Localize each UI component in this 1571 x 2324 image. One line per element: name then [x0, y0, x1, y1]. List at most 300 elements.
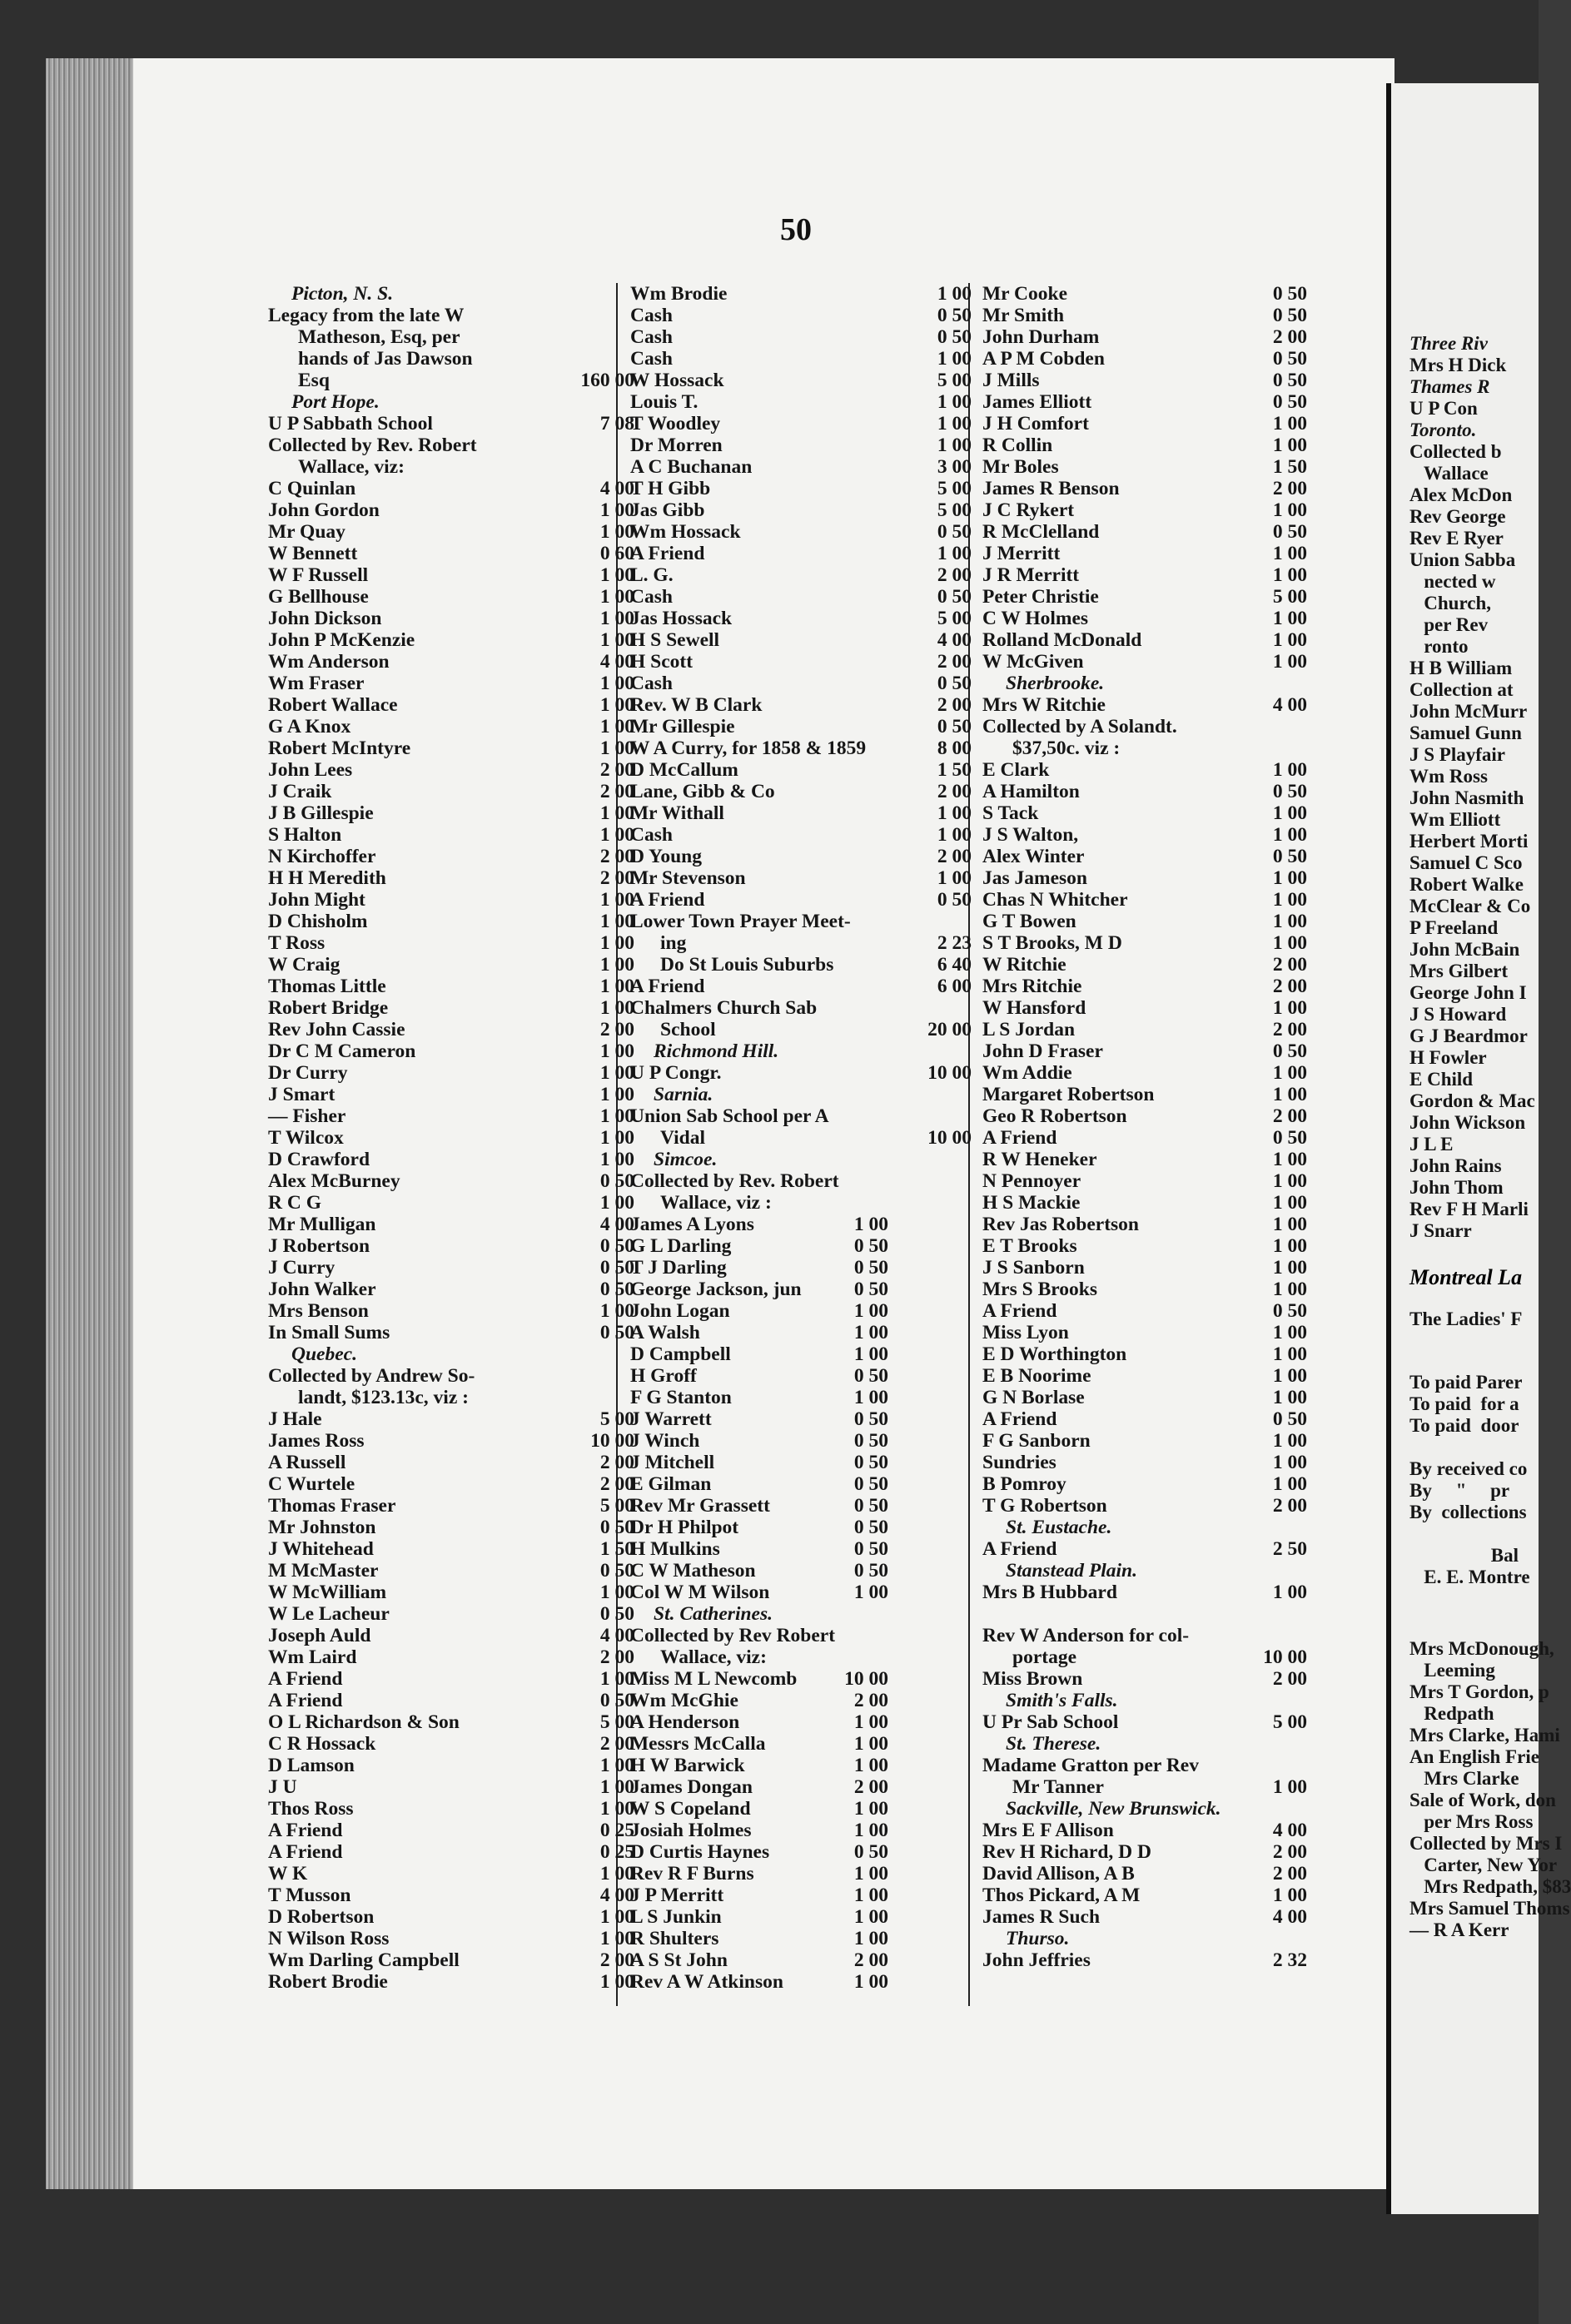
amount: 6 00 [937, 976, 972, 997]
contributor-name: Rev Mr Grassett [630, 1495, 770, 1517]
amount: 0 50 [937, 889, 972, 911]
amount: 2 00 [1272, 976, 1307, 997]
amount: 0 50 [599, 1257, 634, 1279]
contributor-name: Sundries [982, 1452, 1056, 1473]
contributor-name: J Winch [630, 1430, 700, 1452]
amount: 1 00 [1272, 564, 1307, 586]
facing-page-line: E Child [1409, 1069, 1474, 1090]
contributor-name: Mr Boles [982, 456, 1059, 478]
amount: 1 00 [853, 1214, 888, 1235]
amount: 1 00 [599, 1798, 634, 1820]
contributor-name: John D Fraser [982, 1040, 1103, 1062]
place-name: Sarnia. [654, 1084, 713, 1105]
entry-row [982, 370, 1315, 391]
contributor-name: U Pr Sab School [982, 1711, 1119, 1733]
contributor-name: Rolland McDonald [982, 629, 1142, 651]
amount: 0 50 [853, 1495, 888, 1517]
facing-page-line: McClear & Co [1409, 896, 1531, 916]
contributor-name: Collected by Rev. Robert [268, 435, 477, 456]
amount: 10 00 [1263, 1646, 1307, 1668]
contributor-name: T Wilcox [268, 1127, 344, 1149]
amount: 4 00 [599, 651, 634, 673]
facing-page-accounts [1391, 1372, 1539, 1588]
contributor-name: Robert Wallace [268, 694, 398, 716]
amount: 1 00 [599, 521, 634, 543]
amount: 1 00 [1272, 1582, 1307, 1603]
entry-row [630, 478, 972, 499]
entry-row [982, 1863, 1315, 1885]
amount: 1 00 [1272, 1365, 1307, 1387]
amount: 1 00 [1272, 1170, 1307, 1192]
amount: 1 00 [1272, 1387, 1307, 1408]
amount: 1 00 [937, 413, 972, 435]
amount: 0 50 [853, 1473, 888, 1495]
contributor-name: A C Buchanan [630, 456, 753, 478]
entry-row [630, 1733, 963, 1755]
place-heading [982, 1560, 1315, 1582]
contributor-name: Wm Anderson [268, 651, 390, 673]
amount: 2 00 [599, 781, 634, 802]
contributor-name: Dr Curry [268, 1062, 348, 1084]
contributor-name: J Craik [268, 781, 332, 802]
entry-row [630, 1668, 963, 1690]
contributor-name: Cash [630, 348, 673, 370]
entry-row [630, 694, 972, 716]
amount: 1 00 [599, 1105, 634, 1127]
entry-row [268, 1733, 634, 1755]
amount: 1 00 [599, 1127, 634, 1149]
amount: 5 00 [599, 1495, 634, 1517]
amount: 1 00 [1272, 867, 1307, 889]
facing-page-line: Redpath [1409, 1703, 1494, 1724]
contributor-name: U P Congr. [630, 1062, 722, 1084]
contributor-name: In Small Sums [268, 1322, 390, 1343]
entry-row [982, 1603, 1315, 1625]
contributor-name: N Pennoyer [982, 1170, 1081, 1192]
contributor-name: John P McKenzie [268, 629, 415, 651]
amount: 1 00 [853, 1582, 888, 1603]
amount: 1 00 [599, 997, 634, 1019]
contributor-name: Alex Winter [982, 846, 1085, 867]
entry-row [982, 1949, 1315, 1971]
amount: 1 00 [1272, 413, 1307, 435]
entry-row [268, 1885, 634, 1906]
amount: 1 00 [599, 824, 634, 846]
entry-row [630, 846, 972, 867]
contributor-name: Jas Gibb [630, 499, 705, 521]
facing-page-line: J Snarr [1409, 1220, 1472, 1241]
contributor-name: R C G [268, 1192, 321, 1214]
entry-row [982, 911, 1315, 932]
facing-page-line: Rev E Ryer [1409, 528, 1504, 549]
amount: 1 00 [853, 1343, 888, 1365]
entry-row [268, 435, 601, 456]
amount: 2 00 [599, 1949, 634, 1971]
entry-row [982, 1711, 1315, 1733]
entry-row [268, 716, 634, 737]
entry-row [630, 1646, 963, 1668]
contributor-name: S Halton [268, 824, 342, 846]
entry-row [982, 1430, 1315, 1452]
facing-page-line: John Wickson [1409, 1112, 1526, 1133]
contributor-name: S Tack [982, 802, 1039, 824]
amount: 0 50 [599, 1517, 634, 1538]
contributor-name: Jas Jameson [982, 867, 1087, 889]
facing-page-line: Collected b [1409, 441, 1502, 462]
facing-page-line: Collected by Mrs I [1409, 1833, 1563, 1854]
entry-row [268, 1322, 634, 1343]
amount: 0 50 [1272, 305, 1307, 326]
facing-page-line: Mrs Gilbert [1409, 961, 1509, 981]
facing-page-line: Mrs Redpath, $83 [1409, 1876, 1571, 1897]
contributor-name: John Might [268, 889, 365, 911]
entry-row [268, 1149, 634, 1170]
entry-row [268, 1084, 634, 1105]
contributor-name: J Curry [268, 1257, 336, 1279]
contributor-name: A Walsh [630, 1322, 700, 1343]
amount: 2 00 [937, 651, 972, 673]
entry-row [268, 1495, 634, 1517]
facing-page-subheading: The Ladies' F [1409, 1308, 1523, 1329]
entry-row [268, 1603, 634, 1625]
contributor-name: Mr Tanner [1012, 1776, 1104, 1798]
amount: 1 00 [1272, 889, 1307, 911]
entry-row [982, 716, 1315, 737]
contributor-name: R Shulters [630, 1928, 719, 1949]
entry-row [982, 521, 1315, 543]
contributor-name: J Mills [982, 370, 1040, 391]
facing-page-line: By collections [1409, 1502, 1527, 1522]
entry-row [982, 1668, 1315, 1690]
entry-row [982, 651, 1315, 673]
facing-page-line: Collection at [1409, 679, 1514, 700]
entry-row [630, 1062, 972, 1084]
entry-row [982, 586, 1315, 608]
contributor-name: S T Brooks, M D [982, 932, 1122, 954]
entry-row [268, 1105, 634, 1127]
facing-page-line: H Fowler [1409, 1047, 1487, 1068]
contributor-name: Louis T. [630, 391, 698, 413]
amount: 5 00 [937, 370, 972, 391]
entry-row [982, 608, 1315, 629]
contributor-name: J B Gillespie [268, 802, 374, 824]
place-name: Richmond Hill. [654, 1040, 779, 1062]
amount: 1 00 [853, 1885, 888, 1906]
entry-row [982, 283, 1315, 305]
contributor-name: Mr Withall [630, 802, 724, 824]
contributor-name: Margaret Robertson [982, 1084, 1155, 1105]
contributor-name: $37,50c. viz : [1012, 737, 1121, 759]
contributor-name: Miss Brown [982, 1668, 1083, 1690]
contributor-name: Rev H Richard, D D [982, 1841, 1151, 1863]
contributor-name: Mr Mulligan [268, 1214, 376, 1235]
entry-row [268, 1928, 634, 1949]
amount: 1 00 [599, 1668, 634, 1690]
amount: 2 00 [1272, 1019, 1307, 1040]
amount: 0 50 [1272, 391, 1307, 413]
entry-row [630, 1300, 963, 1322]
contributor-name: T Ross [268, 932, 326, 954]
contributor-name: W Hansford [982, 997, 1086, 1019]
amount: 2 00 [853, 1949, 888, 1971]
contributor-name: T H Gibb [630, 478, 711, 499]
amount: 5 00 [599, 1711, 634, 1733]
entry-row [630, 1408, 963, 1430]
contributor-name: J Merritt [982, 543, 1061, 564]
facing-page-line: Bal [1409, 1545, 1519, 1566]
entry-row [630, 932, 972, 954]
contributor-name: Mrs W Ritchie [982, 694, 1106, 716]
contributor-name: Mrs B Hubbard [982, 1582, 1117, 1603]
contributor-name: Rev John Cassie [268, 1019, 405, 1040]
amount: 1 50 [937, 759, 972, 781]
amount: 1 00 [599, 802, 634, 824]
entry-row [268, 1668, 634, 1690]
entry-row [982, 1322, 1315, 1343]
facing-page-line: By received co [1409, 1458, 1528, 1479]
entry-row [982, 1646, 1315, 1668]
entry-row [982, 1170, 1315, 1192]
entry-row [268, 1538, 634, 1560]
amount: 4 00 [937, 629, 972, 651]
contributor-name: D Crawford [268, 1149, 370, 1170]
contributor-name: J S Sanborn [982, 1257, 1085, 1279]
entry-row [630, 1820, 963, 1841]
amount: 1 00 [1272, 824, 1307, 846]
entry-row [268, 1062, 634, 1084]
entry-row [630, 391, 972, 413]
amount: 2 00 [599, 1452, 634, 1473]
entry-row [268, 1387, 601, 1408]
amount: 0 50 [1272, 781, 1307, 802]
entry-row [268, 521, 634, 543]
entry-row [982, 305, 1315, 326]
entry-row [982, 1625, 1315, 1646]
amount: 5 00 [937, 499, 972, 521]
amount: 5 00 [937, 478, 972, 499]
entry-row [982, 348, 1315, 370]
amount: 1 00 [1272, 1084, 1307, 1105]
entry-row [630, 305, 972, 326]
contributor-name: Wm Fraser [268, 673, 365, 694]
entry-row [630, 1430, 963, 1452]
entry-row [630, 1949, 963, 1971]
entry-row [630, 802, 972, 824]
contributor-name: Wm Brodie [630, 283, 728, 305]
amount: 2 32 [1272, 1949, 1307, 1971]
facing-page-line: Robert Walke [1409, 874, 1524, 895]
contributor-name: A Friend [982, 1538, 1057, 1560]
place-heading [268, 283, 601, 305]
entry-row [982, 737, 1315, 759]
contributor-name: C W Holmes [982, 608, 1089, 629]
facing-page-line: G J Beardmor [1409, 1025, 1528, 1046]
contributor-name: J H Comfort [982, 413, 1089, 435]
amount: 0 25 [599, 1841, 634, 1863]
entry-row [630, 1452, 963, 1473]
amount: 1 00 [1272, 802, 1307, 824]
contributor-name: James A Lyons [630, 1214, 754, 1235]
entry-row [630, 1214, 963, 1235]
entry-row [630, 435, 972, 456]
entry-row [982, 1452, 1315, 1473]
amount: 1 00 [599, 1040, 634, 1062]
contributor-name: Wallace, viz : [660, 1192, 772, 1214]
amount: 1 00 [937, 283, 972, 305]
amount: 0 50 [937, 716, 972, 737]
contributor-name: U P Sabbath School [268, 413, 433, 435]
amount: 1 00 [1272, 932, 1307, 954]
facing-page-line: — R A Kerr [1409, 1919, 1509, 1940]
entry-row [630, 1127, 972, 1149]
contributor-name: W Hossack [630, 370, 724, 391]
amount: 1 00 [853, 1820, 888, 1841]
contributor-name: Geo R Robertson [982, 1105, 1127, 1127]
entry-row [982, 997, 1315, 1019]
contributor-name: A Friend [982, 1408, 1057, 1430]
amount: 10 00 [927, 1062, 972, 1084]
entry-row [268, 348, 601, 370]
place-name: St. Catherines. [654, 1603, 773, 1625]
amount: 0 50 [599, 1235, 634, 1257]
contributor-name: L S Jordan [982, 1019, 1076, 1040]
contributor-name: D Chisholm [268, 911, 368, 932]
contributor-name: landt, $123.13c, viz : [298, 1387, 469, 1408]
contributor-name: Miss M L Newcomb [630, 1668, 798, 1690]
amount: 1 00 [937, 824, 972, 846]
contributor-name: portage [1012, 1646, 1077, 1668]
contributor-name: G N Borlase [982, 1387, 1085, 1408]
contributor-name: John Logan [630, 1300, 730, 1322]
amount: 5 00 [1272, 1711, 1307, 1733]
entry-row [630, 976, 972, 997]
contributor-name: Dr C M Cameron [268, 1040, 416, 1062]
facing-page-line: Wm Ross [1409, 766, 1488, 787]
entry-row [982, 824, 1315, 846]
facing-page-line: Church, [1409, 593, 1491, 613]
amount: 2 00 [1272, 1495, 1307, 1517]
contributor-name: Collected by Rev. Robert [630, 1170, 839, 1192]
facing-page-line: Herbert Morti [1409, 831, 1529, 852]
contributor-name: C W Matheson [630, 1560, 756, 1582]
amount: 0 50 [853, 1408, 888, 1430]
entry-row [982, 1776, 1315, 1798]
entry-row [268, 586, 634, 608]
contributor-name: Legacy from the late W [268, 305, 465, 326]
entry-row [630, 1582, 963, 1603]
contributor-name: Josiah Holmes [630, 1820, 752, 1841]
facing-page-line: Rev George [1409, 506, 1506, 527]
contributor-name: Cash [630, 326, 673, 348]
amount: 1 00 [1272, 1430, 1307, 1452]
entry-row [982, 499, 1315, 521]
entry-row [268, 629, 634, 651]
contributor-name: Robert McIntyre [268, 737, 411, 759]
entry-row [982, 1473, 1315, 1495]
contributor-name: B Pomroy [982, 1473, 1066, 1495]
amount: 1 00 [599, 954, 634, 976]
facing-page-line: Toronto. [1409, 420, 1477, 440]
entry-row [982, 932, 1315, 954]
contributor-name: Thos Pickard, A M [982, 1885, 1141, 1906]
amount: 2 00 [937, 846, 972, 867]
contributor-name: T J Darling [630, 1257, 727, 1279]
contributor-name: Alex McBurney [268, 1170, 400, 1192]
entry-row [630, 543, 972, 564]
facing-page-line: Mrs McDonough, [1409, 1638, 1554, 1659]
entry-row [268, 1841, 634, 1863]
amount: 1 00 [937, 348, 972, 370]
amount: 2 00 [1272, 478, 1307, 499]
facing-page-heading: Montreal La [1409, 1265, 1523, 1289]
entry-row [630, 348, 972, 370]
entry-row [630, 954, 972, 976]
place-heading [268, 1343, 601, 1365]
place-name: Smith's Falls. [1006, 1690, 1118, 1711]
amount: 1 00 [853, 1798, 888, 1820]
entry-row [630, 824, 972, 846]
contributor-name: J C Rykert [982, 499, 1075, 521]
contributor-name: W Le Lacheur [268, 1603, 390, 1625]
amount: 2 00 [937, 694, 972, 716]
facing-page-line: J L E [1409, 1134, 1454, 1155]
contributor-name: R McClelland [982, 521, 1100, 543]
amount: 1 00 [599, 1062, 634, 1084]
entry-row [630, 1105, 963, 1127]
facing-page-cropped [1386, 83, 1571, 2214]
entry-row [630, 1841, 963, 1863]
entry-row [268, 1019, 634, 1040]
entry-row [630, 889, 972, 911]
amount: 2 00 [1272, 1668, 1307, 1690]
contributor-name: Mr Stevenson [630, 867, 746, 889]
facing-page-line: George John I [1409, 982, 1527, 1003]
contributor-name: Lane, Gibb & Co [630, 781, 775, 802]
facing-page-line: E. E. Montre [1409, 1567, 1530, 1587]
contributor-name: Mr Cooke [982, 283, 1068, 305]
amount: 2 00 [599, 1473, 634, 1495]
contributor-name: Lower Town Prayer Meet- [630, 911, 851, 932]
contributor-name: H S Mackie [982, 1192, 1081, 1214]
contributor-name: A Russell [268, 1452, 346, 1473]
amount: 0 50 [853, 1452, 888, 1473]
entry-row [630, 1322, 963, 1343]
contributor-name: Wm Darling Campbell [268, 1949, 460, 1971]
entry-row [630, 673, 972, 694]
amount: 1 00 [599, 737, 634, 759]
amount: 1 00 [853, 1711, 888, 1733]
entry-row [982, 1841, 1315, 1863]
entry-row [630, 1971, 963, 1993]
facing-page-line: John Nasmith [1409, 787, 1524, 808]
amount: 1 00 [853, 1733, 888, 1755]
amount: 2 00 [599, 759, 634, 781]
amount: 20 00 [927, 1019, 972, 1040]
amount: 1 00 [599, 1192, 634, 1214]
contributor-name: D Campbell [630, 1343, 731, 1365]
facing-page-line: By " pr [1409, 1480, 1510, 1501]
amount: 2 00 [599, 867, 634, 889]
entry-row [982, 694, 1315, 716]
contributor-name: E D Worthington [982, 1343, 1127, 1365]
facing-page-line: Three Riv [1409, 333, 1488, 354]
entry-row [268, 1906, 634, 1928]
contributor-name: James Elliott [982, 391, 1092, 413]
entry-row [982, 1019, 1315, 1040]
amount: 1 00 [1272, 1149, 1307, 1170]
entry-row [268, 1711, 634, 1733]
facing-page-line: P Freeland [1409, 917, 1499, 938]
